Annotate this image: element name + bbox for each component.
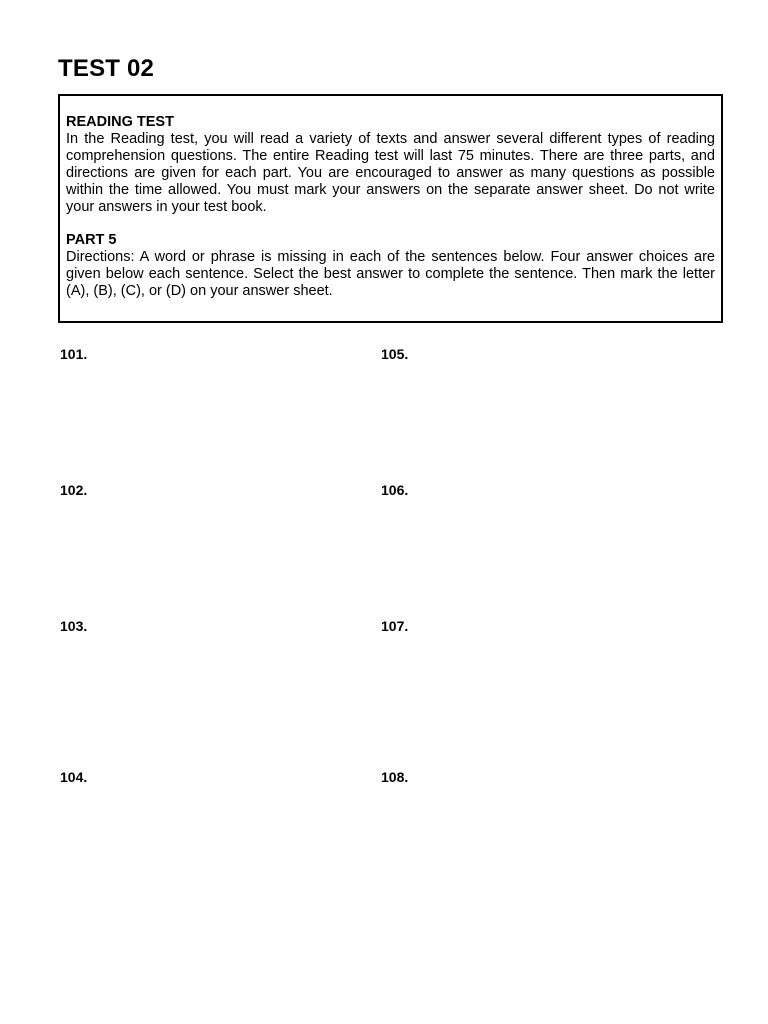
question-number: 105. — [381, 346, 409, 362]
instructions-box — [58, 94, 723, 323]
question-number: 108. — [381, 769, 409, 785]
question-number: 104. — [60, 769, 88, 785]
part-heading: PART 5 — [66, 232, 117, 248]
question-number: 101. — [60, 346, 88, 362]
question-number: 107. — [381, 618, 409, 634]
reading-test-heading: READING TEST — [66, 114, 174, 130]
question-number: 106. — [381, 482, 409, 498]
question-number: 103. — [60, 618, 88, 634]
page-title: TEST 02 — [58, 55, 155, 82]
section-spacer — [66, 216, 715, 232]
question-number: 102. — [60, 482, 88, 498]
part-directions-text: Directions: A word or phrase is missing in each of the sentences below. Four answer choices are given below each sentence. Select the best answer to complete the sentence. Then mark the letter (A), (B), (C), or (D) on your answer sheet. — [66, 249, 715, 299]
reading-test-text: In the Reading test, you will read a variety of texts and answer several different types of reading comprehension questions. The entire Reading test will last 75 minutes. There are three parts, and directions are given for each part. You are encouraged to answer as many questions as possible within the time allowed. You must mark your answers on the separate answer sheet. Do not write your answers in your test book. — [66, 131, 715, 215]
